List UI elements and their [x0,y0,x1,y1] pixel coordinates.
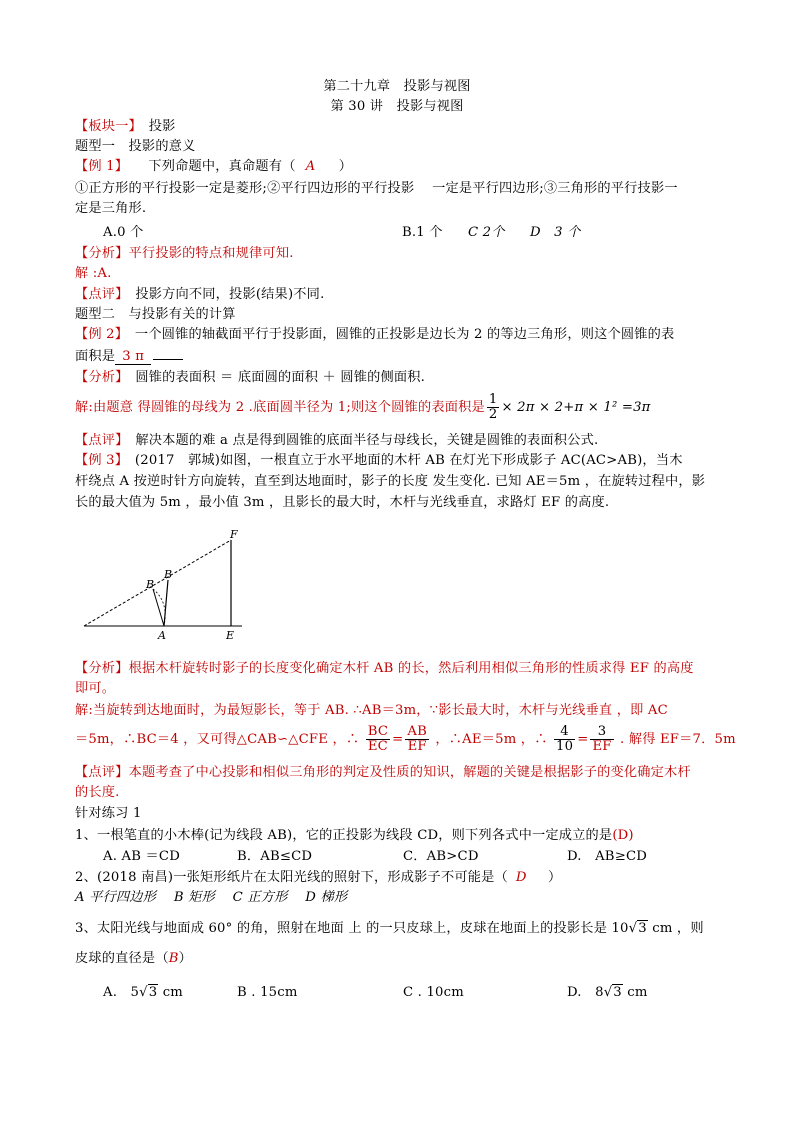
ex1-statements: ①正方形的平行投影一定是菱形;②平行四边形的平行投影 一定是平行四边形;③三角形的平行技影一 [75,181,678,196]
practice-q1: 1、一根笔直的小木棒(记为线段 AB)，它的正投影为线段 CD，则下列各式中一定成立的是(D) [75,828,634,843]
ex3-stem-l2: 杆绕点 A 按逆时针方向旋转，直至到达地面时，影子的长度 发生变化. 已知 AE＝5m ，在旋转过程中，影 [75,474,706,489]
ex1-option-b: B.1 个 [402,225,443,240]
frac-bc-ec: $\frac{BC}{EC}$ [367,724,389,754]
practice-q3: 3、太阳光线与地面成 60° 的角，照射在地面 上 的一只皮球上，皮球在地面上的投影长是 10√3 cm ，则 [75,921,704,936]
ex2-stem-cont: 面积是 3 π [75,348,183,366]
label-b-rotated: B [146,578,155,591]
ex1-stem: 【例 1】 下列命题中，真命题有（ A ） [75,159,353,174]
type2-heading: 题型二 与投影有关的计算 [75,307,236,322]
ex1-analysis: 【分析】平行投影的特点和规律可知. [75,246,294,261]
ex2-analysis: 【分析】 圆锥的表面积 ＝ 底面圆的面积 ＋ 圆锥的侧面积. [75,370,426,385]
ex1-option-d: D 3 个 [530,225,581,240]
rod-ab [164,580,168,626]
ex3-solution-l1: 解:当旋转到达地面时，为最短影长，等于 AB. ∴AB＝3m，∵影长最大时，木杆与光线垂直 ，即 AC [75,703,668,718]
ex3-analysis: 【分析】根据木杆旋转时影子的长度变化确定木杆 AB 的长，然后利用相似三角形的性质求得 EF 的高度 [75,661,694,676]
label-a: A [158,629,166,642]
ex3-stem-l3: 长的最大值为 5m ，最小值 3m ，且影长的最大时，木杆与光线垂直，求路灯 EF 的高度. [75,495,610,510]
frac-4-10: $\frac{4}{10}$ [556,724,574,754]
practice-q3-l2: 皮球的直径是（B） [75,951,193,966]
type1-heading: 题型一 投影的意义 [75,139,196,154]
q2-answer: D [515,870,527,885]
label-e: E [226,629,235,642]
ex3-comment-l2: 的长度. [75,785,120,800]
ex1-option-a: A.0 个 [103,225,144,240]
rotated-rod [153,589,164,626]
light-ray [84,540,231,626]
q1-option-c: C．AB>CD [403,849,479,864]
ex1-solution: 解 :A. [75,266,112,281]
practice-title: 针对练习 1 [75,806,142,821]
ex1-comment: 【点评】 投影方向不同，投影(结果)不同. [75,287,325,302]
ex1-answer: A [305,159,316,174]
ex2-fraction: $\frac{1}{2}$ [488,392,498,422]
label-b: B [164,568,173,581]
practice-q2: 2、(2018 南昌)一张矩形纸片在太阳光线的照射下，形成影子不可能是（ D ） [75,870,562,885]
ex2-stem: 【例 2】 一个圆锥的轴截面平行于投影面，圆锥的正投影是边长为 2 的等边三角形，则这个圆锥的表 [75,327,675,342]
ex3-analysis-l2: 即可。 [75,681,116,696]
ex1-statements-cont: 定是三角形. [75,201,147,216]
q3-option-d: D. 8√3 cm [567,985,648,1000]
ex2-answer-blank: 3 π [115,349,151,365]
chapter-title: 第二十九章 投影与视图 [323,79,471,94]
ex3-stem: 【例 3】 (2017 郭城)如图，一根直立于水平地面的木杆 AB 在灯光下形成影子 AC(AC>AB)，当木 [75,453,683,468]
ex3-comment: 【点评】本题考查了中心投影和相似三角形的判定及性质的知识，解题的关键是根据影子的变化确定木杆 [75,765,691,780]
ex2-solution: 解:由题意 得圆锥的母线为 2 .底面圆半径为 1;则这个圆锥的表面积是 $\frac{1}{2}$ × 2π × 2+π × 1² =3π [75,392,651,422]
q1-answer: (D) [612,828,634,843]
q3-option-c: C . 10cm [403,985,464,1000]
ex1-option-c: C 2个 [468,225,505,240]
q1-option-b: B．AB≤CD [237,849,313,864]
frac-3-ef: $\frac{3}{EF}$ [592,724,612,754]
q3-answer: B [168,951,179,966]
label-f: F [230,528,238,541]
q2-options: A 平行四边形 B 矩形 C 正方形 D 梯形 [75,890,348,905]
q3-option-b: B . 15cm [237,985,298,1000]
q1-option-a: A. AB ＝CD [103,849,180,864]
frac-ab-ef: $\frac{AB}{EF}$ [407,724,427,754]
q1-option-d: D. AB≥CD [567,849,648,864]
ex2-comment: 【点评】 解决本题的难 a 点是得到圆锥的底面半径与母线长，关键是圆锥的表面积公式. [75,433,599,448]
block-heading: 【板块一】 投影 [75,119,176,134]
ex3-figure [80,522,260,644]
lecture-title: 第 30 讲 投影与视图 [330,99,464,114]
q3-options [75,984,725,1002]
ex2-blank-tail [153,359,183,360]
q3-option-a: A. 5√3 cm [103,985,183,1000]
q1-options [75,848,725,866]
ex1-options [75,224,725,242]
ex3-solution-l2: ＝5m，∴BC＝4 ，又可得△CAB∽△CFE ，∴ $\frac{BC}{EC}$ = $\frac{AB}{EF}$ ，∴AE＝5m ，∴ $\frac{4}{10}$ = $\frac{3}{EF}$ . 解得 EF＝7．5m [75,724,736,754]
